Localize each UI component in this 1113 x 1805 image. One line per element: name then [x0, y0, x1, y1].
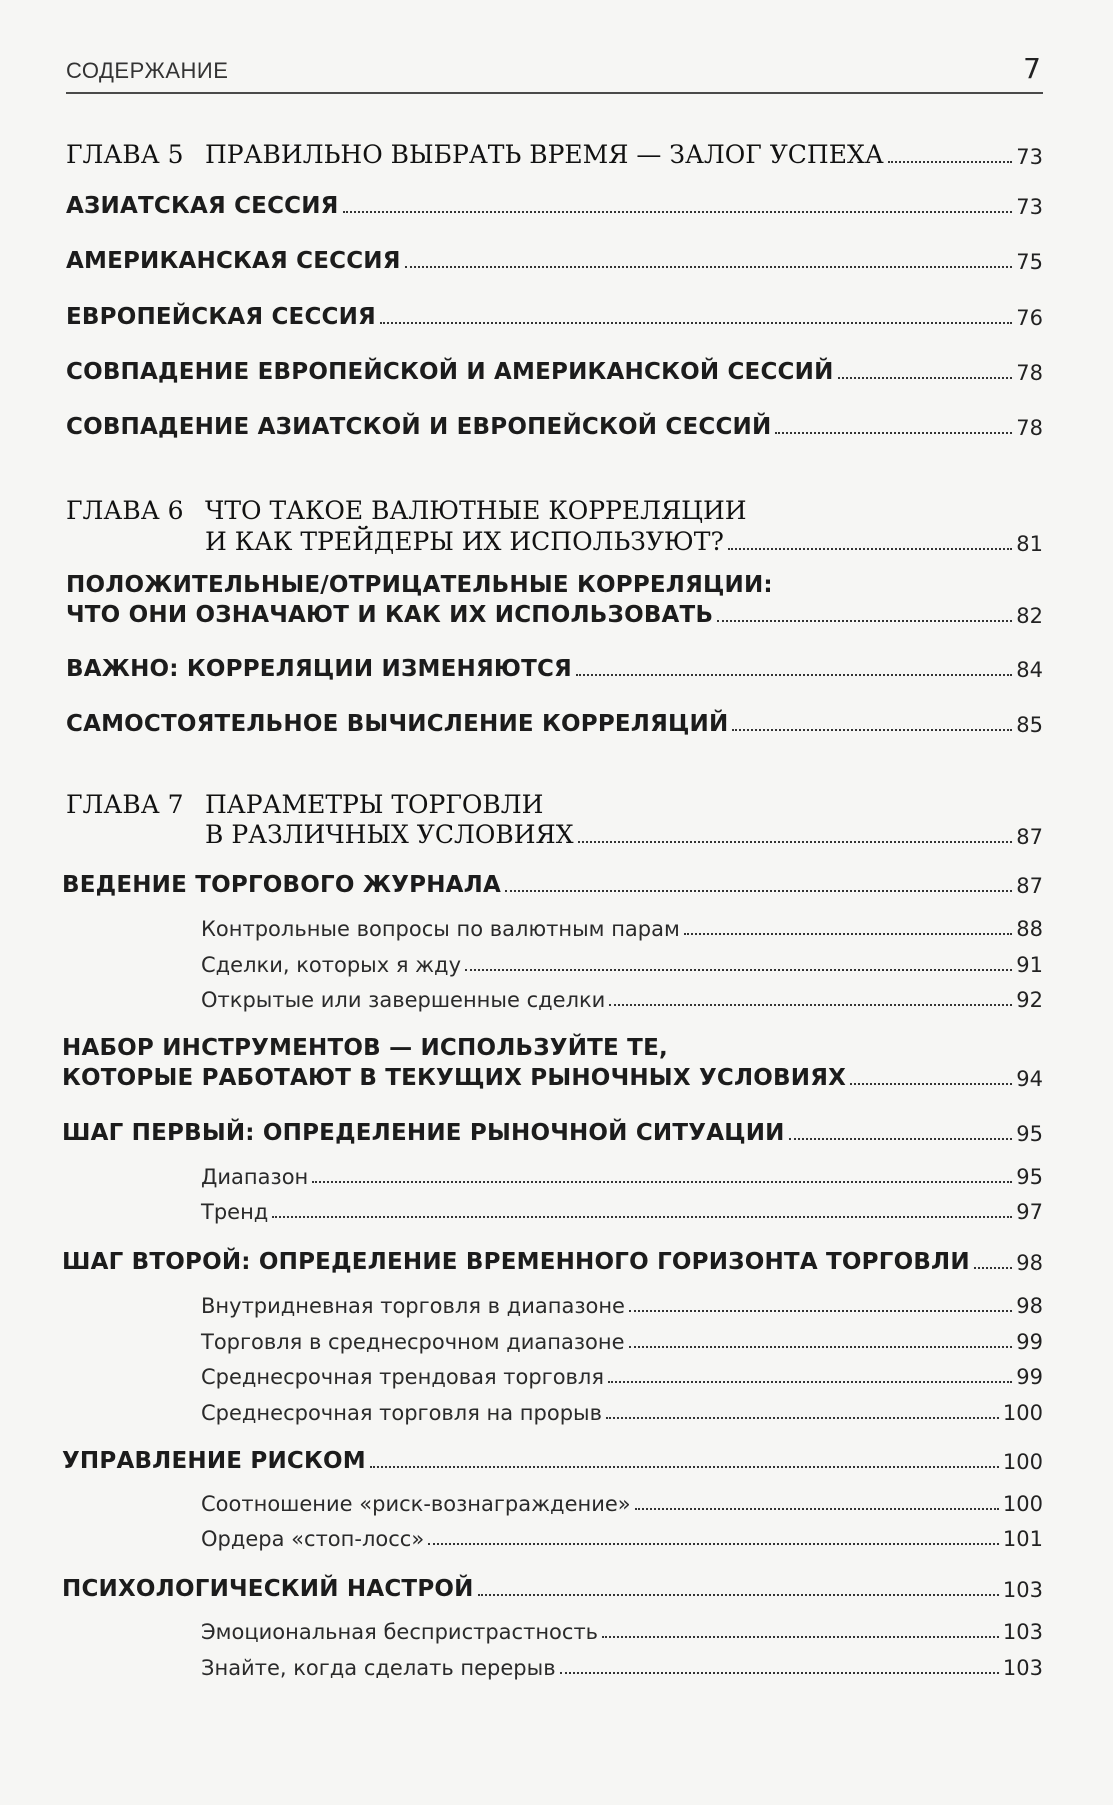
page-ref: 99	[1016, 1365, 1043, 1389]
toc-entry-section[interactable]	[66, 414, 1043, 440]
leader-dots	[609, 1004, 1012, 1006]
leader-dots	[370, 1466, 999, 1468]
toc-entry-subsection[interactable]	[201, 1527, 1043, 1551]
toc-entry-section[interactable]	[66, 656, 1043, 682]
page-ref: 81	[1016, 532, 1043, 556]
page-ref: 76	[1016, 306, 1043, 330]
page-number: 7	[1023, 52, 1041, 85]
subsection-title: Эмоциональная беспристрастность	[201, 1620, 599, 1644]
toc-entry-section[interactable]	[66, 248, 1043, 274]
page-ref: 95	[1016, 1122, 1043, 1146]
toc-entry-chapter-7[interactable]	[205, 820, 1043, 849]
toc-entry-section[interactable]	[66, 711, 1043, 737]
chapter-5-title: ПРАВИЛЬНО ВЫБРАТЬ ВРЕМЯ — ЗАЛОГ УСПЕХА	[205, 140, 884, 169]
leader-dots	[312, 1181, 1012, 1183]
section-title: УПРАВЛЕНИЕ РИСКОМ	[62, 1448, 366, 1474]
section-title: СОВПАДЕНИЕ АЗИАТСКОЙ И ЕВРОПЕЙСКОЙ СЕССИЙ	[66, 414, 772, 440]
section-title: СОВПАДЕНИЕ ЕВРОПЕЙСКОЙ И АМЕРИКАНСКОЙ СЕССИЙ	[66, 359, 834, 385]
page-ref: 82	[1016, 604, 1043, 628]
toc-entry-section[interactable]	[62, 1065, 1043, 1091]
page-ref: 103	[1002, 1578, 1043, 1602]
leader-dots	[606, 1417, 999, 1419]
toc-entry-section[interactable]	[66, 193, 1043, 219]
page-ref: 94	[1016, 1067, 1043, 1091]
toc-entry-section[interactable]	[62, 872, 1043, 898]
leader-dots	[850, 1083, 1012, 1085]
page-ref: 73	[1016, 195, 1043, 219]
toc-entry-section[interactable]	[62, 1448, 1043, 1474]
leader-dots	[629, 1346, 1013, 1348]
leader-dots	[465, 969, 1012, 971]
toc-entry-subsection[interactable]	[201, 1200, 1043, 1224]
page-ref: 103	[1002, 1620, 1043, 1644]
chapter-7-title-line1: ПАРАМЕТРЫ ТОРГОВЛИ	[205, 790, 544, 819]
page-ref: 100	[1002, 1492, 1043, 1516]
leader-dots	[775, 432, 1012, 434]
toc-entry-section[interactable]	[62, 1576, 1043, 1602]
page-ref: 73	[1016, 145, 1043, 169]
leader-dots	[608, 1381, 1012, 1383]
page-ref: 103	[1002, 1656, 1043, 1680]
page-ref: 95	[1016, 1165, 1043, 1189]
subsection-title: Контрольные вопросы по валютным парам	[201, 917, 680, 941]
leader-dots	[343, 211, 1013, 213]
toc-entry-subsection[interactable]	[201, 917, 1043, 941]
toc-entry-section[interactable]	[66, 359, 1043, 385]
leader-dots	[428, 1543, 999, 1545]
page-ref: 91	[1016, 953, 1043, 977]
subsection-title: Ордера «стоп-лосс»	[201, 1527, 425, 1551]
page-ref: 88	[1016, 917, 1043, 941]
leader-dots	[602, 1636, 999, 1638]
toc-entry-subsection[interactable]	[201, 1365, 1043, 1389]
section-title: ВЕДЕНИЕ ТОРГОВОГО ЖУРНАЛА	[62, 872, 501, 898]
page-ref: 85	[1016, 713, 1043, 737]
subsection-title: Среднесрочная торговля на прорыв	[201, 1401, 602, 1425]
subsection-title: Знайте, когда сделать перерыв	[201, 1656, 556, 1680]
page-ref: 101	[1002, 1527, 1043, 1551]
page-ref: 87	[1016, 825, 1043, 849]
subsection-title: Соотношение «риск-вознаграждение»	[201, 1492, 631, 1516]
toc-entry-section[interactable]	[66, 304, 1043, 330]
toc-entry-subsection[interactable]	[201, 1656, 1043, 1680]
page-ref: 97	[1016, 1200, 1043, 1224]
leader-dots	[576, 674, 1012, 676]
chapter-6-number: ГЛАВА 6	[66, 496, 184, 525]
leader-dots	[789, 1138, 1013, 1140]
toc-entry-section[interactable]	[62, 1249, 1043, 1275]
leader-dots	[578, 841, 1013, 843]
section-title: ЕВРОПЕЙСКАЯ СЕССИЯ	[66, 304, 376, 330]
leader-dots	[560, 1672, 999, 1674]
section-title-line1: НАБОР ИНСТРУМЕНТОВ — ИСПОЛЬЗУЙТЕ ТЕ,	[62, 1035, 668, 1061]
leader-dots	[732, 729, 1012, 731]
page-ref: 98	[1016, 1251, 1043, 1275]
subsection-title: Внутридневная торговля в диапазоне	[201, 1294, 625, 1318]
header-title: СОДЕРЖАНИЕ	[66, 58, 229, 83]
toc-entry-chapter-6[interactable]	[205, 527, 1043, 556]
section-title: АЗИАТСКАЯ СЕССИЯ	[66, 193, 339, 219]
leader-dots	[635, 1508, 999, 1510]
page-ref: 99	[1016, 1330, 1043, 1354]
chapter-6-title-line1: ЧТО ТАКОЕ ВАЛЮТНЫЕ КОРРЕЛЯЦИИ	[205, 496, 747, 525]
subsection-title: Диапазон	[201, 1165, 309, 1189]
page-ref: 75	[1016, 250, 1043, 274]
leader-dots	[728, 548, 1012, 550]
leader-dots	[505, 890, 1012, 892]
chapter-5-number: ГЛАВА 5	[66, 140, 184, 169]
page-ref: 92	[1016, 988, 1043, 1012]
page-ref: 78	[1016, 416, 1043, 440]
section-title: ШАГ ПЕРВЫЙ: ОПРЕДЕЛЕНИЕ РЫНОЧНОЙ СИТУАЦИИ	[62, 1120, 785, 1146]
toc-entry-subsection[interactable]	[201, 953, 1043, 977]
section-title: ВАЖНО: КОРРЕЛЯЦИИ ИЗМЕНЯЮТСЯ	[66, 656, 572, 682]
toc-entry-section[interactable]	[62, 1120, 1043, 1146]
section-title: ЧТО ОНИ ОЗНАЧАЮТ И КАК ИХ ИСПОЛЬЗОВАТЬ	[66, 602, 714, 628]
chapter-6-title-line2: И КАК ТРЕЙДЕРЫ ИХ ИСПОЛЬЗУЮТ?	[205, 527, 724, 556]
leader-dots	[888, 161, 1013, 163]
subsection-title: Торговля в среднесрочном диапазоне	[201, 1330, 625, 1354]
chapter-7-title-line2: В РАЗЛИЧНЫХ УСЛОВИЯХ	[205, 820, 574, 849]
subsection-title: Открытые или завершенные сделки	[201, 988, 606, 1012]
toc-entry-subsection[interactable]	[201, 1620, 1043, 1644]
toc-entry-subsection[interactable]	[201, 1330, 1043, 1354]
subsection-title: Тренд	[201, 1200, 269, 1224]
toc-entry-chapter-5[interactable]	[205, 140, 1043, 169]
leader-dots	[684, 933, 1012, 935]
page-ref: 100	[1002, 1450, 1043, 1474]
toc-entry-subsection[interactable]	[201, 1294, 1043, 1318]
leader-dots	[405, 266, 1013, 268]
toc-entry-subsection[interactable]	[201, 1165, 1043, 1189]
subsection-title: Сделки, которых я жду	[201, 953, 462, 977]
page-ref: 78	[1016, 361, 1043, 385]
leader-dots	[380, 322, 1012, 324]
section-title: ШАГ ВТОРОЙ: ОПРЕДЕЛЕНИЕ ВРЕМЕННОГО ГОРИЗОНТА ТОРГОВЛИ	[62, 1249, 970, 1275]
leader-dots	[629, 1310, 1012, 1312]
chapter-7-number: ГЛАВА 7	[66, 790, 184, 819]
leader-dots	[717, 620, 1012, 622]
toc-entry-subsection[interactable]	[201, 1492, 1043, 1516]
page-ref: 84	[1016, 658, 1043, 682]
section-title: САМОСТОЯТЕЛЬНОЕ ВЫЧИСЛЕНИЕ КОРРЕЛЯЦИЙ	[66, 711, 729, 737]
page-ref: 98	[1016, 1294, 1043, 1318]
leader-dots	[272, 1216, 1012, 1218]
section-title: ПСИХОЛОГИЧЕСКИЙ НАСТРОЙ	[62, 1576, 474, 1602]
leader-dots	[838, 377, 1013, 379]
page-ref: 87	[1016, 874, 1043, 898]
toc-entry-subsection[interactable]	[201, 1401, 1043, 1425]
leader-dots	[974, 1267, 1012, 1269]
leader-dots	[478, 1594, 999, 1596]
section-title: АМЕРИКАНСКАЯ СЕССИЯ	[66, 248, 401, 274]
page-ref: 100	[1002, 1401, 1043, 1425]
section-title-line1: ПОЛОЖИТЕЛЬНЫЕ/ОТРИЦАТЕЛЬНЫЕ КОРРЕЛЯЦИИ:	[66, 572, 773, 598]
subsection-title: Среднесрочная трендовая торговля	[201, 1365, 604, 1389]
section-title: КОТОРЫЕ РАБОТАЮТ В ТЕКУЩИХ РЫНОЧНЫХ УСЛОВИЯХ	[62, 1065, 847, 1091]
toc-entry-subsection[interactable]	[201, 988, 1043, 1012]
toc-entry-section[interactable]	[66, 602, 1043, 628]
